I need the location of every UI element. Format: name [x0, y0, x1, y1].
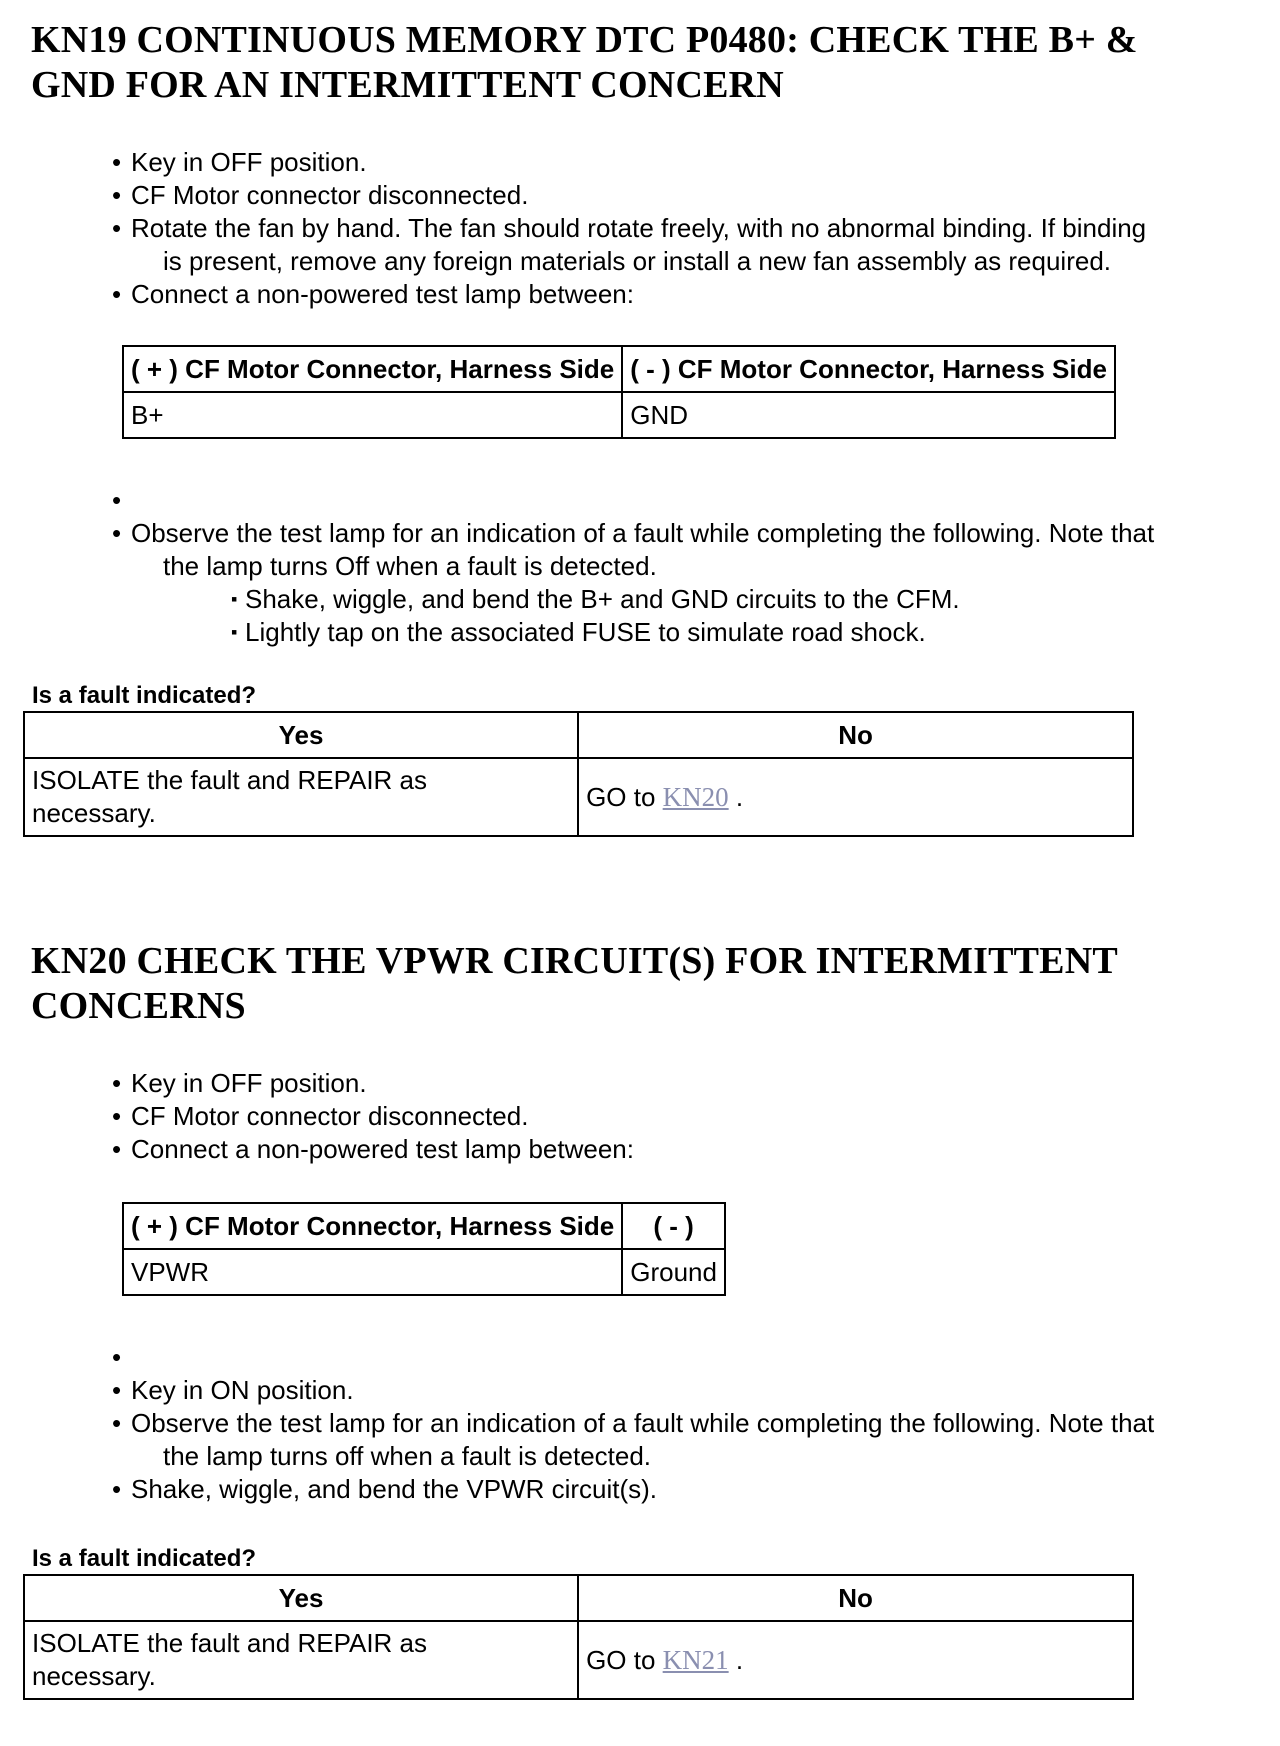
- bullet-text: CF Motor connector disconnected.: [131, 1101, 529, 1131]
- bullet-text: Key in ON position.: [131, 1375, 354, 1405]
- sub-bullet-tap-fuse: [231, 616, 1242, 649]
- yes-action: [24, 1621, 578, 1699]
- no-action: [578, 1621, 1133, 1699]
- table-header: ( - ): [622, 1203, 725, 1249]
- sub-bullet-shake: [231, 583, 1242, 616]
- kn19-observe-list: [112, 484, 1242, 649]
- bullet-text: Key in OFF position.: [131, 1068, 367, 1098]
- bullet-text: CF Motor connector disconnected.: [131, 180, 529, 210]
- kn19-lamp-table: [122, 345, 1116, 439]
- no-action: [578, 758, 1133, 836]
- kn20-bullet-observe: [112, 1407, 1242, 1473]
- bullet-continuation: the lamp turns Off when a fault is detected.: [163, 551, 657, 581]
- kn20-bullet-key-on: [112, 1374, 1242, 1407]
- yes-action-line: necessary.: [32, 798, 156, 828]
- kn20-link[interactable]: KN20: [662, 781, 729, 812]
- kn20-observe-list: [112, 1341, 1242, 1506]
- kn21-link[interactable]: KN21: [662, 1644, 729, 1675]
- kn19-bullet-list: [112, 146, 1242, 311]
- table-header: ( + ) CF Motor Connector, Harness Side: [123, 1203, 622, 1249]
- kn20-question: Is a fault indicated?: [32, 1545, 257, 1572]
- kn19-question: Is a fault indicated?: [32, 682, 257, 709]
- bullet-text: Connect a non-powered test lamp between:: [131, 279, 634, 309]
- bullet-text: Connect a non-powered test lamp between:: [131, 1134, 634, 1164]
- yes-header: Yes: [24, 712, 578, 758]
- table-cell: Ground: [622, 1249, 725, 1295]
- table-header: ( + ) CF Motor Connector, Harness Side: [123, 346, 622, 392]
- kn19-bullet-connector: [112, 179, 1242, 212]
- kn20-yes-no-table: [23, 1574, 1134, 1700]
- kn20-bullet-key-off: [112, 1067, 1242, 1100]
- kn19-bullet-key-off: [112, 146, 1242, 179]
- empty-bullet: [112, 1341, 1242, 1374]
- table-cell: B+: [123, 392, 622, 438]
- bullet-text: Observe the test lamp for an indication of a fault while completing the following. Note that: [131, 518, 1155, 548]
- sub-bullet-text: Lightly tap on the associated FUSE to simulate road shock.: [245, 617, 926, 647]
- go-to-text: GO to: [586, 781, 656, 812]
- yes-action: [24, 758, 578, 836]
- yes-action-line: ISOLATE the fault and REPAIR as: [32, 1628, 428, 1658]
- no-header: No: [578, 712, 1133, 758]
- yes-header: Yes: [24, 1575, 578, 1621]
- table-header: ( - ) CF Motor Connector, Harness Side: [622, 346, 1115, 392]
- bullet-text: Rotate the fan by hand. The fan should rotate freely, with no abnormal binding. If binding: [131, 213, 1147, 243]
- sub-bullet-text: Shake, wiggle, and bend the B+ and GND circuits to the CFM.: [245, 584, 960, 614]
- kn20-bullet-connector: [112, 1100, 1242, 1133]
- bullet-text: Shake, wiggle, and bend the VPWR circuit(s).: [131, 1474, 658, 1504]
- kn19-yes-no-table: [23, 711, 1134, 837]
- period: .: [735, 1644, 744, 1675]
- yes-action-line: ISOLATE the fault and REPAIR as: [32, 765, 428, 795]
- kn19-heading: KN19 CONTINUOUS MEMORY DTC P0480: CHECK THE B+ & GND FOR AN INTERMITTENT CONCERN: [31, 19, 1138, 106]
- kn20-bullet-connect-lamp: [112, 1133, 1242, 1166]
- no-header: No: [578, 1575, 1133, 1621]
- table-cell: VPWR: [123, 1249, 622, 1295]
- bullet-continuation: the lamp turns off when a fault is detected.: [163, 1441, 652, 1471]
- kn20-bullet-shake: [112, 1473, 1242, 1506]
- kn19-sub-list: [131, 583, 1242, 649]
- kn20-heading: KN20 CHECK THE VPWR CIRCUIT(S) FOR INTERMITTENT CONCERNS: [31, 940, 1118, 1027]
- bullet-text: Key in OFF position.: [131, 147, 367, 177]
- kn20-bullet-list: [112, 1067, 1242, 1166]
- empty-bullet: [112, 484, 1242, 517]
- kn19-bullet-observe: [112, 517, 1242, 649]
- kn19-bullet-connect-lamp: [112, 278, 1242, 311]
- bullet-continuation: is present, remove any foreign materials or install a new fan assembly as required.: [163, 246, 1111, 276]
- bullet-text: Observe the test lamp for an indication of a fault while completing the following. Note that: [131, 1408, 1155, 1438]
- kn20-lamp-table: [122, 1202, 726, 1296]
- period: .: [735, 781, 744, 812]
- yes-action-line: necessary.: [32, 1661, 156, 1691]
- table-cell: GND: [622, 392, 1115, 438]
- go-to-text: GO to: [586, 1644, 656, 1675]
- kn19-bullet-rotate-fan: [112, 212, 1242, 278]
